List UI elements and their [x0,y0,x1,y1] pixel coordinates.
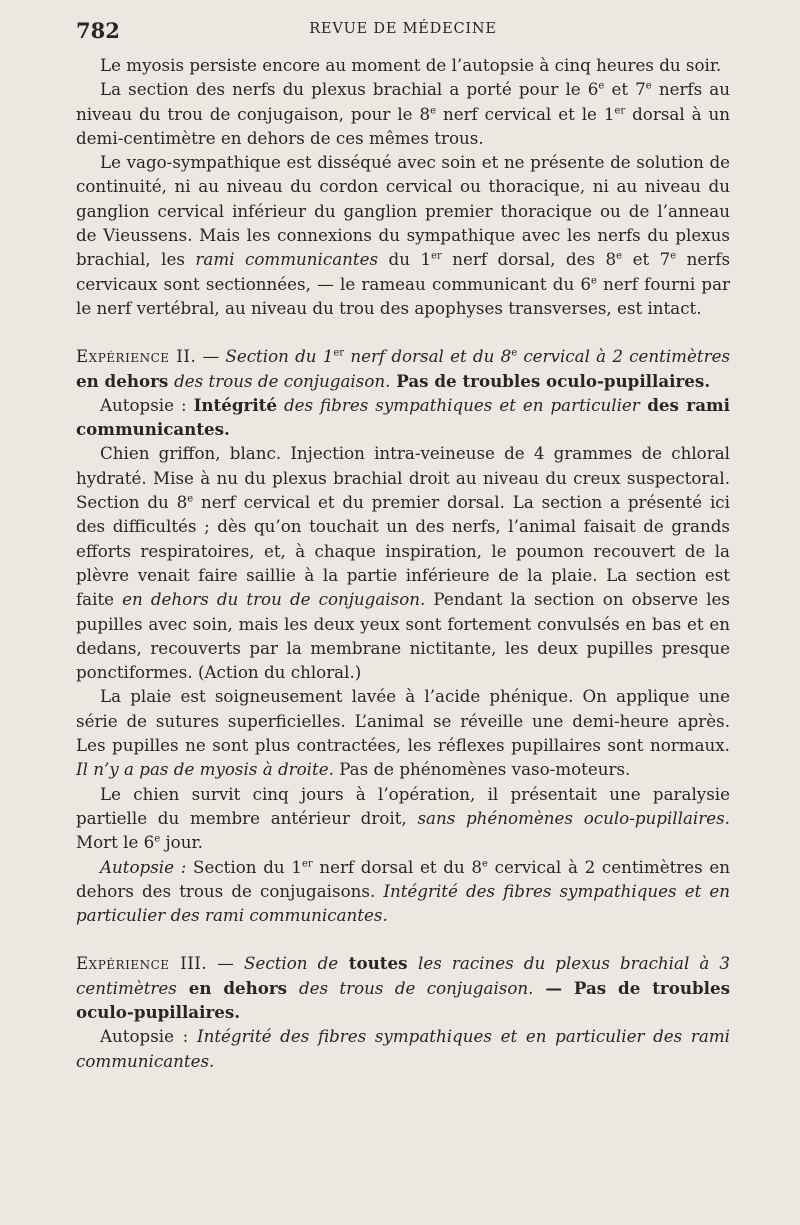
experience-3-heading: Expérience III. — Section de toutes les racines du plexus brachial à 3 centimètres en dehors des trous de conjugaison. — Pas de troubles oculo-pupillaires. [76,953,731,1022]
paragraph-autopsie-2: Autopsie : Section du 1er nerf dorsal et du 8e cervical à 2 centimètres en dehors des trous de conjugaisons. Intégrité des fibres sympathiques et en particulier des rami communicantes. [76,856,731,926]
paragraph-chien-survit: Le chien survit cinq jours à l’opération, il présentait une paralysie partielle du membre antérieur droit, sans phénomènes oculo-pupillaires. Mort le 6e jour. [76,783,730,853]
page-number: 782 [76,18,120,43]
page-header [76,18,730,48]
experience-3-autopsy-summary: Autopsie : Intégrité des fibres sympathiques et en particulier des rami communicantes. [76,1026,730,1071]
paragraph-plaie: La plaie est soigneusement lavée à l’acide phénique. On applique une série de sutures superficielles. L’animal se réveille une demi-heure après. Les pupilles ne sont plus contractées, les réflexes pupillaires sont normaux. Il n’y a pas de myosis à droite. Pas de phénomènes vaso-moteurs. [76,686,730,780]
running-title: REVUE DE MÉDECINE [309,21,497,37]
body-text [76,53,730,1073]
paragraph-myosis: Le myosis persiste encore au moment de l’autopsie à cinq heures du soir. [100,55,722,75]
experience-2-heading: Expérience II. — Section du 1er nerf dorsal et du 8e cervical à 2 centimètres en dehors des trous de conjugaison. Pas de troubles oculo-pupillaires. [76,346,731,391]
paragraph-vago-sympathique: Le vago-sympathique est disséqué avec soin et ne présente de solution de continuité, ni au niveau du cordon cervical ou thoracique, ni au niveau du ganglion cervical inférieur du ganglion premier thoracique ou de l’anneau de Vieussens. Mais les connexions du sympathique avec les nerfs du plexus brachial, les rami communicantes du 1er nerf dorsal, des 8e et 7e nerfs cervicaux sont sectionnées, — le rameau communicant du 6e nerf fourni par le nerf vertébral, au niveau du trou des apophyses transverses, est intact. [76,152,731,318]
experience-2-autopsy-summary: Autopsie : Intégrité des fibres sympathiques et en particulier des rami communicantes. [76,394,731,440]
paragraph-chien-griffon: Chien griffon, blanc. Injection intra-veineuse de 4 grammes de chloral hydraté. Mise à nu du plexus brachial droit au niveau du creux suspectoral. Section du 8e nerf cervical et du premier dorsal. La section a présenté ici des difficultés ; dès qu’on touchait un des nerfs, l’animal faisait de grands efforts respiratoires, et, à chaque inspiration, le poumon recouvert de la plèvre venait faire saillie à la partie inférieure de la plaie. La section est faite en dehors du trou de conjugaison. Pendant la section on observe les pupilles avec soin, mais les deux yeux sont fortement convulsés en bas et en dedans, recouverts par la membrane nictitante, les deux pupilles presque ponctiformes. (Action du chloral.) [76,443,730,683]
paragraph-section-nerfs: La section des nerfs du plexus brachial a porté pour le 6e et 7e nerfs au niveau du trou de conjugaison, pour le 8e nerf cervical et le 1er dorsal à un demi-centimètre en dehors de ces mêmes trous. [76,79,730,148]
